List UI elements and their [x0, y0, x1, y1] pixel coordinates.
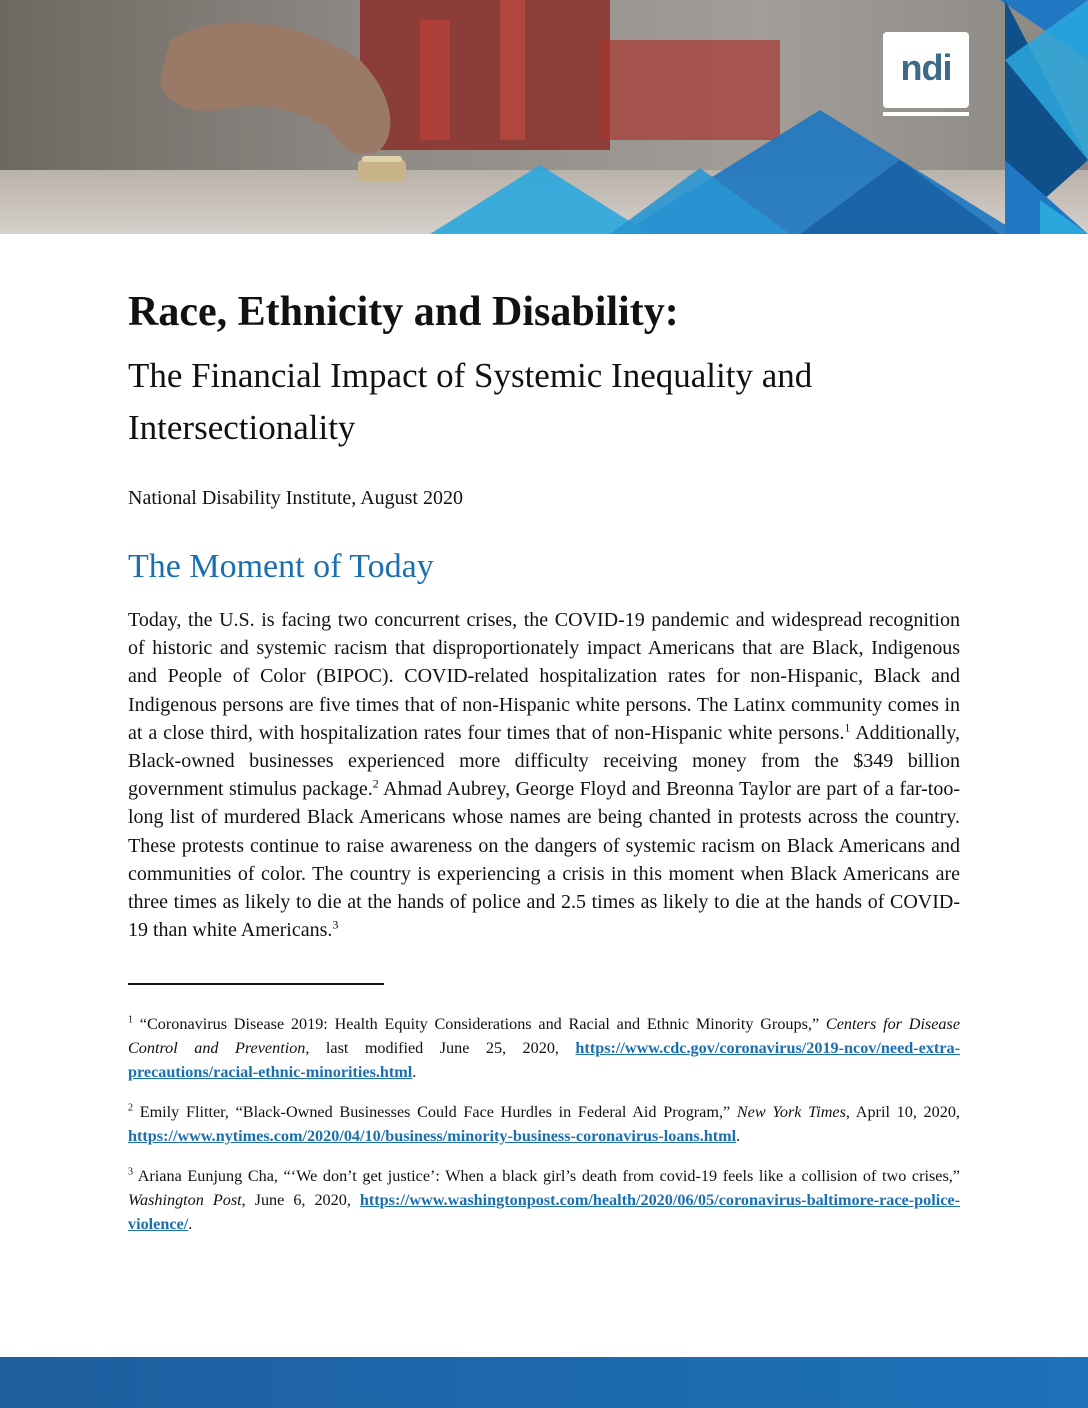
footnote-divider [128, 983, 384, 985]
footnote-link[interactable]: https://www.washingtonpost.com/health/2020/06/05/coronavirus-baltimore-race-police-violence/ [128, 1191, 960, 1233]
footer-bar [0, 1357, 1088, 1408]
footnote-source: Washington Post [128, 1191, 242, 1209]
footnote-ref-3[interactable]: 3 [332, 917, 339, 932]
ndi-logo [883, 32, 969, 108]
footnote-1 [128, 1012, 960, 1084]
footnote-text: , June 6, 2020, [241, 1191, 360, 1209]
body-paragraph [128, 606, 960, 944]
body-text-part1: Today, the U.S. is facing two concurrent crises, the COVID-19 pandemic and widespread recognition of historic and systemic racism that disproportionately impact Americans that are Black, Indigenous and People of Color (BIPOC). COVID-related hospitalization rates for non-Hispanic, Black and Indigenous persons are five times that of non-Hispanic white persons. The Latinx community comes in at a close third, with hospitalization rates four times that of non-Hispanic white persons. [128, 609, 960, 744]
footnote-end: . [188, 1215, 193, 1233]
logo-text: ndi [900, 47, 952, 88]
byline: National Disability Institute, August 2020 [128, 487, 463, 509]
footnote-3 [128, 1164, 960, 1236]
footnote-ref-2[interactable]: 2 [372, 776, 379, 791]
footnote-number: 3 [128, 1166, 133, 1178]
footnote-end: . [412, 1063, 417, 1081]
page-subtitle: The Financial Impact of Systemic Inequality and Intersectionality [128, 356, 813, 447]
footnote-ref-1[interactable]: 1 [844, 720, 851, 735]
footnote-text: , last modified June 25, 2020, [305, 1039, 576, 1057]
section-heading: The Moment of Today [128, 548, 434, 585]
footnote-number: 2 [128, 1102, 133, 1114]
page-title: Race, Ethnicity and Disability: [128, 289, 679, 335]
footnote-end: . [736, 1127, 741, 1145]
logo-underline [883, 112, 969, 116]
footnote-link[interactable]: https://www.cdc.gov/coronavirus/2019-ncov/need-extra-precautions/racial-ethnic-minorities.html [128, 1039, 960, 1081]
body-text-part3: Ahmad Aubrey, George Floyd and Breonna Taylor are part of a far-too-long list of murdered Black Americans whose names are being chanted in protests across the country. These protests continue to raise awareness on the dangers of systemic racism on Black Americans and communities of color. The country is experiencing a crisis in this moment when Black Americans are three times as likely to die at the hands of police and 2.5 times as likely to die at the hands of COVID-19 than white Americans. [128, 778, 960, 942]
body-text-part2: Additionally, Black-owned businesses experienced more difficulty receiving money from the $349 billion government stimulus package. [128, 721, 960, 801]
footnote-text: , April 10, 2020, [845, 1103, 960, 1121]
footnotes [128, 1012, 960, 1252]
footnote-number: 1 [128, 1014, 133, 1026]
footnote-text: Emily Flitter, “Black-Owned Businesses Could Face Hurdles in Federal Aid Program,” [133, 1103, 737, 1121]
footnote-text: Ariana Eunjung Cha, “‘We don’t get justice’: When a black girl’s death from covid-19 feels like a collision of two crises,” [133, 1167, 960, 1185]
footnote-source: Centers for Disease Control and Prevention [128, 1015, 960, 1057]
footnote-source: New York Times [736, 1103, 846, 1121]
footnote-2 [128, 1100, 960, 1148]
footnote-link[interactable]: https://www.nytimes.com/2020/04/10/business/minority-business-coronavirus-loans.html [128, 1127, 737, 1145]
footnote-text: “Coronavirus Disease 2019: Health Equity Considerations and Racial and Ethnic Minority Groups,” [133, 1015, 826, 1033]
